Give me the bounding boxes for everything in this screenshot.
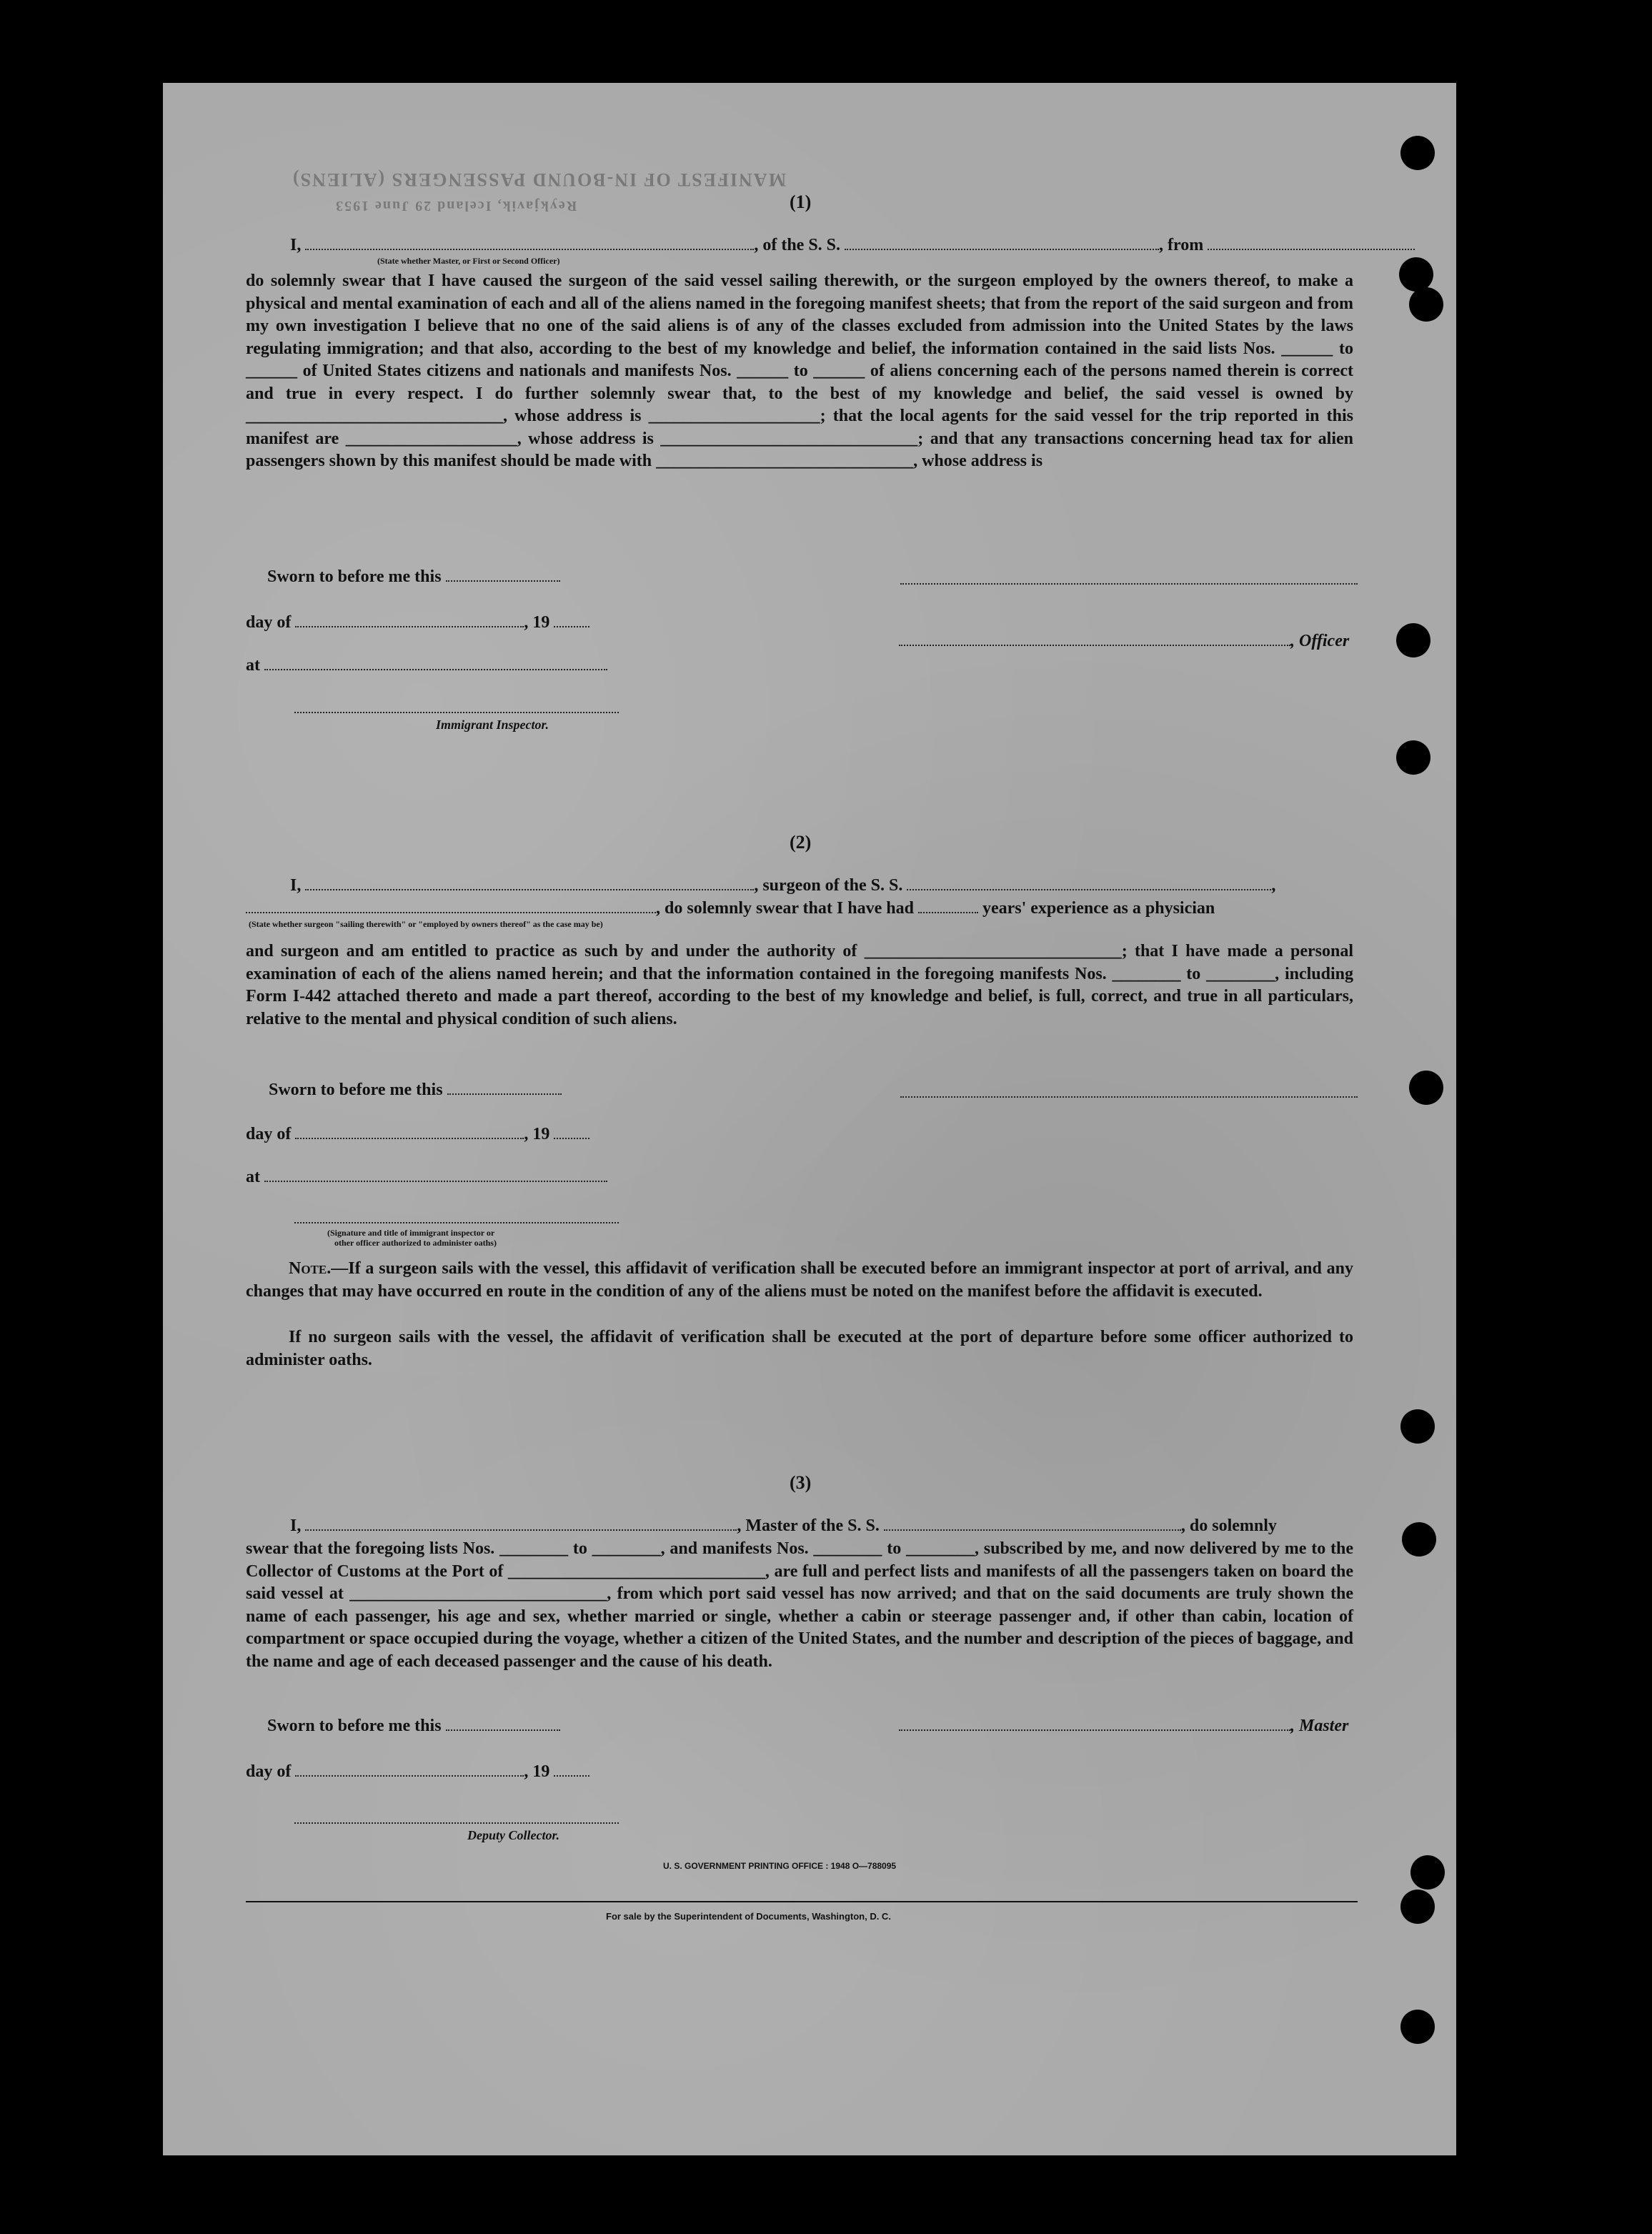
section-1-day-of: day of , 19 [246, 612, 589, 633]
section-2-note: Note.—If a surgeon sails with the vessel, this affidavit of verification shall be executed before an immigrant inspector at port of arrival, and any changes that may have occurred en route in the condition of any of the aliens must be noted on the manifest before the affidavit is executed. [246, 1259, 1353, 1301]
punch-hole [1399, 257, 1433, 292]
section-1-from-field[interactable] [1208, 236, 1415, 250]
section-1-sworn: Sworn to before me this [267, 566, 560, 587]
section-1-inspector-caption: Immigrant Inspector. [436, 718, 549, 732]
punch-hole [1400, 136, 1435, 170]
section-3-year-field[interactable] [554, 1762, 589, 1777]
section-3-collector-caption: Deputy Collector. [467, 1828, 559, 1842]
punch-hole [1396, 740, 1430, 775]
manifest-back-page [163, 83, 1456, 2155]
section-2-number: (2) [790, 832, 812, 853]
section-3-number: (3) [790, 1472, 812, 1493]
section-3-vessel-field[interactable] [884, 1516, 1181, 1531]
section-1-officer-field[interactable] [305, 236, 754, 250]
section-1-vessel-field[interactable] [845, 236, 1159, 250]
section-2-years-field[interactable] [918, 899, 978, 913]
printing-office-note: U. S. GOVERNMENT PRINTING OFFICE : 1948 O—788095 [663, 1861, 897, 1871]
section-3-day-of: day of , 19 [246, 1761, 589, 1782]
section-1-state-caption: (State whether Master, or First or Second Officer) [377, 256, 560, 266]
section-2-first-line: I, , surgeon of the S. S. , [290, 876, 1276, 895]
punch-hole [1402, 1522, 1436, 1557]
section-3-sworn: Sworn to before me this [267, 1715, 560, 1737]
section-1-day-field[interactable] [295, 613, 524, 627]
footer-rule [246, 1901, 1358, 1902]
punch-hole [1409, 1071, 1443, 1105]
section-2-day-field[interactable] [295, 1125, 524, 1139]
section-2-status-field[interactable] [246, 899, 656, 913]
punch-hole [1400, 1409, 1435, 1444]
punch-hole [1400, 2010, 1435, 2044]
punch-hole [1400, 1890, 1435, 1924]
section-1-first-line [290, 234, 1415, 256]
bleed-through-header: MANIFEST OF IN-BOUND PASSENGERS (ALIENS) [292, 169, 787, 190]
section-2-year-field[interactable] [554, 1125, 589, 1139]
section-1-i: I, [290, 236, 302, 254]
section-2-vessel-field[interactable] [907, 876, 1271, 890]
section-1-officer-signature-field[interactable] [899, 632, 1290, 646]
section-1-from: , from [1159, 236, 1204, 254]
section-2-state-caption: (State whether surgeon "sailing therewith" or "employed by owners thereof" as the case may be) [249, 919, 603, 929]
section-2-at-field[interactable] [264, 1168, 607, 1182]
section-2-at: at [246, 1166, 607, 1188]
section-1-signature-line[interactable] [900, 583, 1358, 585]
section-2-signature-line[interactable] [900, 1096, 1358, 1098]
punch-hole [1410, 1855, 1445, 1890]
section-2-sworn: Sworn to before me this [269, 1079, 562, 1101]
section-2-surgeon-name-field[interactable] [305, 876, 754, 890]
section-2-second-line: , do solemnly swear that I have had years' experience as a physician [246, 898, 1215, 919]
section-3-collector-line[interactable] [294, 1822, 619, 1824]
section-3-master-signature-field[interactable] [899, 1717, 1290, 1731]
section-3-first-line: I, , Master of the S. S. , do solemnly [290, 1516, 1277, 1535]
section-3-sworn-date-field[interactable] [446, 1717, 560, 1731]
section-2-day-of: day of , 19 [246, 1123, 589, 1145]
section-2-note-2: If no surgeon sails with the vessel, the affidavit of verification shall be executed at the port of departure before some officer authorized to administer oaths. [246, 1328, 1353, 1369]
section-2-sig-caption-2: other officer authorized to administer oaths) [334, 1238, 497, 1248]
section-2-sig-caption-1: (Signature and title of immigrant inspector or [327, 1228, 495, 1238]
section-3-paragraph: swear that the foregoing lists Nos. ________ to ________, and manifests Nos. ________ to ________, subscribed by me, and now delivered by me to the Collector of Customs at the Port of ______________________________, are full and perfect lists and manifests of all the passengers taken on board the said vessel at ______________________________, from which port said vessel has now arrived; and that on the said documents are truly shown the name of each passenger, his age and sex, whether married or single, whether a cabin or steerage passenger and, if other than cabin, location of compartment or space occupied during the voyage, whether a citizen of the United States, and the number and description of the pieces of baggage, and the name and age of each deceased passenger and the cause of his death. [246, 1539, 1353, 1671]
section-3-day-field[interactable] [295, 1762, 524, 1777]
section-1-sworn-date-field[interactable] [446, 567, 560, 582]
punch-hole [1409, 287, 1443, 322]
section-1-at: at [246, 655, 607, 676]
section-1-of-ss: , of the S. S. [754, 236, 841, 254]
section-1-year-field[interactable] [554, 613, 589, 627]
for-sale-note: For sale by the Superintendent of Documents, Washington, D. C. [606, 1911, 891, 1922]
section-1-at-field[interactable] [264, 656, 607, 670]
section-2-sworn-date-field[interactable] [447, 1081, 562, 1095]
section-1-paragraph: do solemnly swear that I have caused the surgeon of the said vessel sailing therewith, or the surgeon employed by the owners thereof, to make a physical and mental examination of each and all of the aliens named in the foregoing manifest sheets; that from the report of the said surgeon and from my own investigation I believe that no one of the said aliens is of any of the classes excluded from admission into the United States by the laws regulating immigration; and that also, according to the best of my knowledge and belief, the information contained in the said lists Nos. ______ to ______ of United States citizens and nationals and manifests Nos. ______ to ______ of aliens concerning each of the persons named therein is correct and true in every respect. I do further solemnly swear that, to the best of my knowledge and belief, the said vessel is owned by ______________________________, whose address is ____________________; that the local agents for the said vessel for the trip reported in this manifest are ____________________, whose address is ______________________________; and that any transactions concerning head tax for alien passengers shown by this manifest should be made with ______________________________, whose address is [246, 272, 1353, 470]
section-3-master-name-field[interactable] [305, 1516, 737, 1531]
punch-hole [1396, 623, 1430, 657]
section-1-officer-sign: , Officer [899, 630, 1349, 652]
section-2-inspector-line[interactable] [294, 1222, 619, 1223]
section-2-paragraph: and surgeon and am entitled to practice as such by and under the authority of ______________________________; that I have made a personal examination of each of the aliens named herein; and that the information contained in the foregoing manifests Nos. ________ to ________, including Form I-442 attached thereto and made a part thereof, according to the best of my knowledge and belief, is full, correct, and true in all particulars, relative to the mental and physical condition of such aliens. [246, 942, 1353, 1028]
section-1-number: (1) [790, 192, 812, 212]
bleed-through-subheader: Reykjavik, Iceland 29 June 1953 [334, 198, 577, 214]
section-1-inspector-line[interactable] [294, 712, 619, 713]
section-3-master-sign: , Master [899, 1715, 1348, 1737]
